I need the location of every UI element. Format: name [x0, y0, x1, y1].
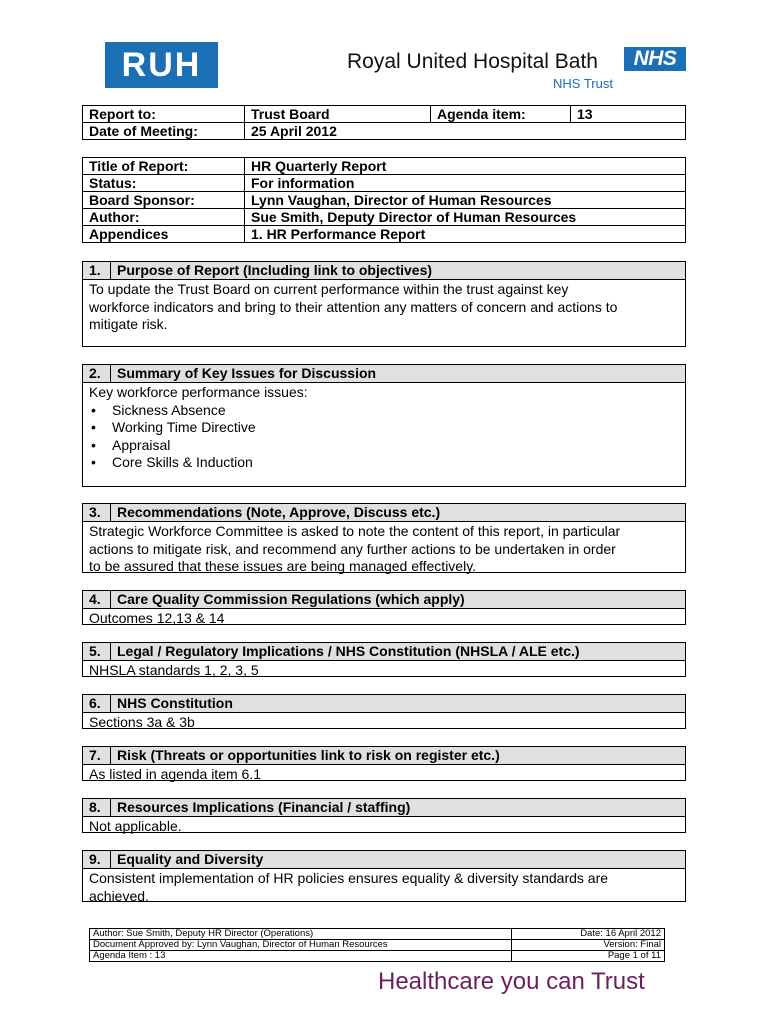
- meeting-table: [82, 105, 686, 140]
- section-resources: [82, 798, 686, 833]
- section-text-line: Strategic Workforce Committee is asked to note the content of this report, in particular: [89, 523, 621, 539]
- status-value: For information: [245, 175, 686, 192]
- section-intro: Key workforce performance issues:: [89, 384, 308, 400]
- footer-agenda: Agenda Item : 13: [90, 951, 512, 962]
- agenda-item-value: 13: [571, 106, 686, 123]
- section-title: Resources Implications (Financial / staffing): [117, 799, 411, 815]
- section-text-line: achieved.: [89, 887, 149, 904]
- title-value: HR Quarterly Report: [245, 158, 686, 175]
- section-title: Care Quality Commission Regulations (which apply): [117, 591, 465, 607]
- footer-version: Version: Final: [512, 940, 665, 951]
- section-equality: [82, 850, 686, 902]
- org-name: Royal United Hospital Bath: [347, 50, 598, 73]
- appendices-label: Appendices: [83, 226, 245, 243]
- section-title: Equality and Diversity: [117, 851, 264, 867]
- footer-date: Date: 16 April 2012: [512, 929, 665, 940]
- section-text: Sections 3a & 3b: [89, 714, 195, 730]
- section-title: Purpose of Report (Including link to objectives): [117, 262, 433, 278]
- author-value: Sue Smith, Deputy Director of Human Resources: [245, 209, 686, 226]
- section-title: Summary of Key Issues for Discussion: [117, 365, 377, 381]
- section-text-line: Consistent implementation of HR policies ensures equality & diversity standards are: [89, 870, 609, 886]
- section-text: Outcomes 12,13 & 14: [89, 610, 225, 626]
- section-number: 5.: [83, 643, 111, 660]
- sponsor-label: Board Sponsor:: [83, 192, 245, 209]
- author-label: Author:: [83, 209, 245, 226]
- section-number: 2.: [83, 365, 111, 382]
- issues-list: [89, 402, 679, 472]
- section-text-line: workforce indicators and bring to their attention any matters of concern and actions to: [89, 298, 618, 315]
- section-title: Risk (Threats or opportunities link to risk on register etc.): [117, 747, 500, 763]
- section-nhs-constitution: [82, 694, 686, 729]
- appendices-value: 1. HR Performance Report: [245, 226, 686, 243]
- section-text: Not applicable.: [89, 818, 182, 834]
- report-info-table: [82, 157, 686, 243]
- report-to-value: Trust Board: [245, 106, 431, 123]
- section-text-line: actions to mitigate risk, and recommend any further actions to be undertaken in order: [89, 540, 616, 557]
- title-label: Title of Report:: [83, 158, 245, 175]
- status-label: Status:: [83, 175, 245, 192]
- section-number: 9.: [83, 851, 111, 868]
- footer-table: [89, 928, 665, 962]
- section-key-issues: [82, 364, 686, 487]
- section-text-line: To update the Trust Board on current performance within the trust against key: [89, 281, 569, 297]
- list-item: • Sickness Absence: [107, 402, 679, 420]
- section-number: 1.: [83, 262, 111, 279]
- list-item: • Appraisal: [107, 437, 679, 455]
- list-item: • Working Time Directive: [107, 419, 679, 437]
- date-label: Date of Meeting:: [83, 123, 245, 140]
- footer-page: Page 1 of 11: [512, 951, 665, 962]
- section-title: Legal / Regulatory Implications / NHS Constitution (NHSLA / ALE etc.): [117, 643, 580, 659]
- nhs-logo: NHS: [624, 47, 686, 71]
- date-value: 25 April 2012: [245, 123, 686, 140]
- tagline: Healthcare you can Trust: [378, 968, 645, 995]
- sponsor-value: Lynn Vaughan, Director of Human Resources: [245, 192, 686, 209]
- section-number: 3.: [83, 504, 111, 521]
- footer-author: Author: Sue Smith, Deputy HR Director (Operations): [90, 929, 512, 940]
- nhs-trust-label: NHS Trust: [553, 76, 613, 91]
- section-text-line: to be assured that these issues are being managed effectively.: [89, 558, 477, 574]
- section-legal: [82, 642, 686, 677]
- agenda-item-label: Agenda item:: [431, 106, 571, 123]
- section-number: 6.: [83, 695, 111, 712]
- list-item: • Core Skills & Induction: [107, 454, 679, 472]
- section-purpose: [82, 261, 686, 347]
- section-title: NHS Constitution: [117, 695, 233, 711]
- section-text-line: mitigate risk.: [89, 316, 168, 332]
- section-text: NHSLA standards 1, 2, 3, 5: [89, 662, 259, 678]
- section-cqc: [82, 590, 686, 625]
- footer-approved: Document Approved by: Lynn Vaughan, Director of Human Resources: [90, 940, 512, 951]
- section-number: 4.: [83, 591, 111, 608]
- section-recommendations: [82, 503, 686, 573]
- section-number: 7.: [83, 747, 111, 764]
- section-risk: [82, 746, 686, 781]
- section-title: Recommendations (Note, Approve, Discuss etc.): [117, 504, 441, 520]
- ruh-logo: RUH: [105, 42, 218, 88]
- section-text: As listed in agenda item 6.1: [89, 766, 261, 782]
- report-to-label: Report to:: [83, 106, 245, 123]
- section-number: 8.: [83, 799, 111, 816]
